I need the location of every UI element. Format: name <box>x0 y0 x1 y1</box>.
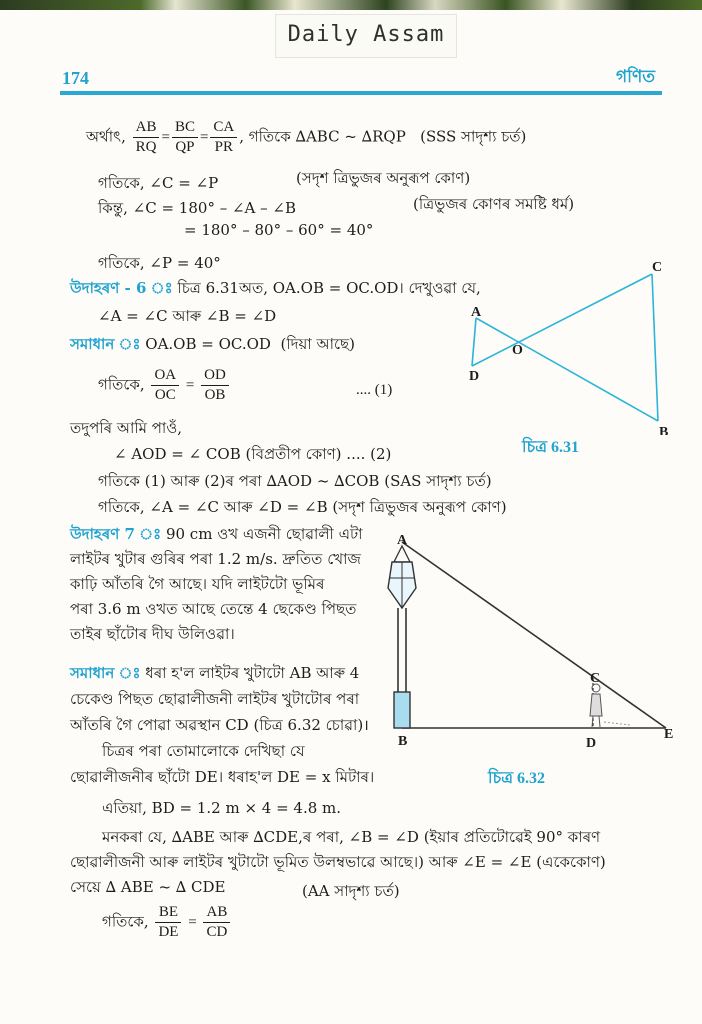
example-7-line-2: কাঢ়ি আঁতৰি গৈ আছে। যদি লাইটটো ভূমিৰ <box>70 575 325 593</box>
fig632-label-b: B <box>398 734 408 749</box>
angle-sum-note: (ত্ৰিভুজৰ কোণৰ সমষ্টি ধৰ্ম) <box>413 195 575 213</box>
fig631-label-c: C <box>652 260 663 275</box>
example-7-solution-0: সমাধান ঃ ধৰা হ'ল লাইটৰ খুটাটো AB আৰু 4 <box>70 664 360 682</box>
example-6-goal: ∠A = ∠C আৰু ∠B = ∠D <box>98 307 277 325</box>
fig632-label-e: E <box>664 727 674 742</box>
para-line-1: ছোৱালীজনী আৰু লাইটৰ খুটাটো ভূমিত উলম্বভাৱে আছে।) আৰু ∠E = ∠E (একেকোণ) <box>70 853 606 871</box>
example-6-heading: উদাহৰণ - 6 ঃ চিত্ৰ 6.31অত, OA.OB = OC.OD। দেখুওৱা যে, <box>70 279 481 297</box>
example-7-line-3: পৰা 3.6 m ওখত আছে তেন্তে 4 ছেকেণ্ড পিছত <box>70 600 357 618</box>
example-6-ratio-eq: গতিকে, $\frac{OA}{OC}$ = $\frac{OD}{OB}$ <box>98 366 231 405</box>
fig632-label-a: A <box>397 533 408 548</box>
fig632-light-ray <box>402 542 666 728</box>
final-ratio-eq: গতিকে, $\frac{BE}{DE}$ = $\frac{AB}{CD}$ <box>102 903 232 942</box>
angle-c-note: (সদৃশ ত্ৰিভুজৰ অনুৰূপ কোণ) <box>296 169 471 187</box>
example-7-line-4: তাইৰ ছাঁটোৰ দীঘ উলিওৱা। <box>70 625 235 643</box>
fig631-edge-ab <box>476 318 658 421</box>
figure-6-32 <box>380 532 692 750</box>
fig631-caption: চিত্ৰ 6.31 <box>522 439 579 456</box>
example-7-solution-4: ছোৱালীজনীৰ ছাঁটো DE। ধৰাহ'ল DE = x মিটাৰ। <box>70 768 375 786</box>
header-rule <box>60 91 662 95</box>
angle-p-result: গতিকে, ∠P = 40° <box>98 254 221 272</box>
fig631-edge-dc <box>472 274 652 366</box>
example-6-line-d: গতিকে, ∠A = ∠C আৰু ∠D = ∠B (সদৃশ ত্ৰিভুজৰ অনুৰূপ কোণ) <box>98 498 507 516</box>
example-6-line-a: তদুপৰি আমি পাওঁ, <box>70 419 183 437</box>
example-6-line-b: ∠ AOD = ∠ COB (বিপ্ৰতীপ কোণ) .... (2) <box>114 445 392 463</box>
figure-6-31 <box>460 255 685 435</box>
example-7-line-1: লাইটৰ খুটাৰ গুৰিৰ পৰা 1.2 m/s. দ্ৰুতিত খোজ <box>70 550 361 568</box>
fig631-edge-cb <box>652 274 658 421</box>
example-7-solution-5: এতিয়া, BD = 1.2 m × 4 = 4.8 m. <box>102 799 342 817</box>
para-note: (AA সাদৃশ্য চৰ্ত) <box>302 882 400 900</box>
example-7-solution-2: আঁতৰি গৈ পোৱা অৱস্থান CD (চিত্ৰ 6.32 চোৱা)। <box>70 716 369 734</box>
fig632-caption: চিত্ৰ 6.32 <box>488 770 545 787</box>
fig631-label-o: O <box>512 343 523 358</box>
example-7-solution-3: চিত্ৰৰ পৰা তোমালোকে দেখিছা যে <box>102 742 305 760</box>
angle-value-line: = 180° – 80° – 60° = 40° <box>184 221 374 239</box>
angle-sum-line: কিন্তু, ∠C = 180° – ∠A – ∠B <box>98 199 297 217</box>
example-7-solution-1: চেকেণ্ড পিছত ছোৱালীজনী লাইটৰ খুটাটোৰ পৰা <box>70 690 360 708</box>
fig631-edge-ad <box>472 318 476 366</box>
example-6-line-c: গতিকে (1) আৰু (2)ৰ পৰা ∆AOD ~ ∆COB (SAS সাদৃশ্য চৰ্ত) <box>98 472 492 490</box>
fig631-label-d: D <box>469 369 480 384</box>
top-photo-border <box>0 0 702 10</box>
fig631-label-a: A <box>471 305 482 320</box>
fig631-label-b: B <box>659 425 669 435</box>
example-7-line-0: উদাহৰণ 7 ঃ 90 cm ওখ এজনী ছোৱালী এটা <box>70 525 363 543</box>
fig632-label-d: D <box>586 736 597 750</box>
ratio-line: অৰ্থাৎ, $\frac{AB}{RQ}$ = $\frac{BC}{QP}$ = $\frac{CA}{PR}$ , গতিকে ∆ABC ~ ∆RQP (SSS সাদৃশ্য চৰ্ত) <box>86 119 527 155</box>
watermark-logo: Daily Assam <box>275 14 457 58</box>
page-number: 174 <box>62 68 89 88</box>
angle-c-eq-p: গতিকে, ∠C = ∠P <box>98 174 219 192</box>
para-line-2: সেয়ে ∆ ABE ~ ∆ CDE <box>70 878 226 896</box>
page-title: গণিত <box>616 67 656 87</box>
fig632-label-c: C <box>590 671 601 686</box>
eq-tag-1: .... (1) <box>356 382 393 398</box>
example-6-solution: সমাধান ঃ OA.OB = OC.OD (দিয়া আছে) <box>70 335 355 353</box>
para-line-0: মনকৰা যে, ∆ABE আৰু ∆CDE,ৰ পৰা, ∠B = ∠D (ইয়াৰ প্ৰতিটোৱেই 90° কাৰণ <box>102 828 601 846</box>
lamp-post-drawing <box>388 546 416 728</box>
